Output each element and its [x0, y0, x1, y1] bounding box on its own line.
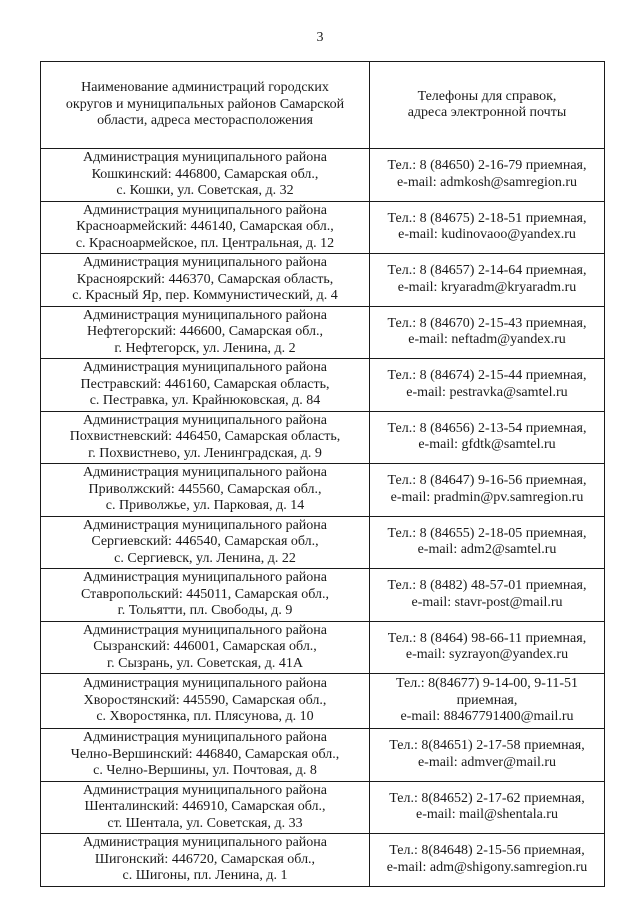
contact-info: [370, 729, 605, 782]
header-line: адреса электронной почты: [407, 105, 567, 120]
address-line: Администрация муниципального района: [82, 676, 328, 692]
contact-line: Тел.: 8 (84650) 2-16-79 приемная,: [387, 158, 587, 174]
contact-line: Тел.: 8 (84655) 2-18-05 приемная,: [387, 525, 587, 541]
table-row: [41, 516, 605, 569]
header-name-address: [41, 62, 370, 149]
contact-line: Тел.: 8 (84670) 2-15-43 приемная,: [387, 315, 587, 331]
address-line: с. Пестравка, ул. Крайнюковская, д. 84: [89, 393, 321, 408]
contact-info: [370, 149, 605, 202]
table-row: [41, 359, 605, 412]
contact-info: [370, 781, 605, 834]
contact-info: [370, 254, 605, 307]
contact-info: [370, 834, 605, 887]
header-line: округов и муниципальных районов Самарской: [65, 96, 345, 112]
address-line: Администрация муниципального района: [82, 150, 328, 165]
contact-line: e-mail: gfdtk@samtel.ru: [418, 437, 556, 453]
administration-name-address: [41, 674, 370, 729]
contact-line: Тел.: 8(84652) 2-17-62 приемная,: [389, 790, 585, 806]
administration-name-address: [41, 781, 370, 834]
header-line: Телефоны для справок,: [417, 88, 557, 104]
contact-info: [370, 306, 605, 359]
address-line: Сызранский: 446001, Самарская обл.,: [93, 639, 317, 654]
header-line: Наименование администраций городских: [81, 80, 329, 96]
address-line: с. Сергиевск, ул. Ленина, д. 22: [114, 550, 296, 566]
page-number: 3: [316, 30, 324, 45]
header-line: области, адреса месторасположения: [97, 113, 313, 129]
administrations-table: [40, 61, 605, 887]
administration-name-address: [41, 201, 370, 254]
address-line: Администрация муниципального района: [82, 465, 328, 480]
contact-info: [370, 621, 605, 674]
address-line: с. Хворостянка, пл. Плясунова, д. 10: [96, 709, 314, 725]
table-row: [41, 201, 605, 254]
table-row: [41, 621, 605, 674]
contact-line: e-mail: kryaradm@kryaradm.ru: [397, 279, 577, 295]
contact-line: e-mail: neftadm@yandex.ru: [408, 332, 566, 348]
address-line: с. Красноармейское, пл. Центральная, д. 12: [75, 235, 335, 251]
address-line: Администрация муниципального района: [82, 517, 328, 533]
address-line: Шигонский: 446720, Самарская обл.,: [94, 851, 316, 867]
contact-line: Тел.: 8(84648) 2-15-56 приемная,: [389, 843, 585, 859]
contact-line: e-mail: mail@shentala.ru: [416, 807, 558, 823]
contact-info: [370, 359, 605, 412]
address-line: г. Сызрань, ул. Советская, д. 41А: [107, 655, 303, 671]
table-row: [41, 834, 605, 887]
contact-line: e-mail: kudinovaoo@yandex.ru: [398, 227, 576, 243]
address-line: Администрация муниципального района: [82, 202, 328, 218]
address-line: Кошкинский: 446800, Самарская обл.,: [91, 166, 319, 182]
contact-line: Тел.: 8(84651) 2-17-58 приемная,: [389, 738, 585, 754]
contact-info: [370, 464, 605, 517]
contact-line: Тел.: 8 (84675) 2-18-51 приемная,: [387, 210, 587, 226]
address-line: Приволжский: 445560, Самарская обл.,: [88, 481, 322, 497]
address-line: Администрация муниципального района: [82, 730, 328, 745]
table-row: [41, 674, 605, 729]
table-row: [41, 254, 605, 307]
address-line: г. Тольятти, пл. Свободы, д. 9: [117, 603, 293, 618]
contact-line: Тел.: 8 (84657) 2-14-64 приемная,: [387, 263, 587, 279]
contact-line: приемная,: [456, 692, 518, 708]
address-line: Нефтегорский: 446600, Самарская обл.,: [87, 324, 323, 339]
contact-line: e-mail: admver@mail.ru: [417, 754, 557, 770]
contact-info: [370, 569, 605, 622]
contact-line: e-mail: pestravka@samtel.ru: [406, 384, 568, 400]
table-row: [41, 781, 605, 834]
administration-name-address: [41, 729, 370, 782]
administration-name-address: [41, 516, 370, 569]
address-line: с. Кошки, ул. Советская, д. 32: [116, 183, 294, 198]
address-line: с. Шигоны, пл. Ленина, д. 1: [122, 868, 288, 883]
contact-line: e-mail: adm@shigony.samregion.ru: [386, 859, 588, 875]
administration-name-address: [41, 621, 370, 674]
address-line: г. Похвистнево, ул. Ленинградская, д. 9: [88, 445, 322, 461]
contact-info: [370, 411, 605, 464]
administration-name-address: [41, 306, 370, 359]
address-line: Шенталинский: 446910, Самарская обл.,: [84, 799, 326, 814]
contact-line: e-mail: stavr-post@mail.ru: [411, 594, 563, 610]
table-row: [41, 729, 605, 782]
administration-name-address: [41, 411, 370, 464]
administration-name-address: [41, 834, 370, 887]
address-line: Администрация муниципального района: [82, 782, 328, 798]
administration-name-address: [41, 254, 370, 307]
address-line: Красноармейский: 446140, Самарская обл.,: [76, 219, 334, 234]
table-header-row: [41, 62, 605, 149]
address-line: с. Приволжье, ул. Парковая, д. 14: [105, 498, 305, 513]
contact-line: Тел.: 8 (84647) 9-16-56 приемная,: [387, 473, 587, 489]
contact-line: e-mail: syzrayon@yandex.ru: [405, 647, 569, 663]
address-line: Администрация муниципального района: [82, 570, 328, 585]
table-row: [41, 464, 605, 517]
contact-line: Тел.: 8 (84674) 2-15-44 приемная,: [387, 368, 587, 384]
address-line: г. Нефтегорск, ул. Ленина, д. 2: [114, 340, 296, 356]
address-line: Администрация муниципального района: [82, 255, 328, 270]
address-line: с. Челно-Вершины, ул. Почтовая, д. 8: [93, 763, 317, 778]
administration-name-address: [41, 569, 370, 622]
address-line: Администрация муниципального района: [82, 622, 328, 638]
header-phones-emails: [370, 62, 605, 149]
administration-name-address: [41, 149, 370, 202]
contact-line: e-mail: pradmin@pv.samregion.ru: [390, 489, 584, 505]
table-body: [41, 62, 605, 887]
address-line: Ставропольский: 445011, Самарская обл.,: [80, 586, 330, 602]
address-line: Администрация муниципального района: [82, 412, 328, 428]
contact-line: Тел.: 8 (84656) 2-13-54 приемная,: [387, 420, 587, 436]
address-line: Красноярский: 446370, Самарская область,: [76, 271, 334, 287]
table-row: [41, 569, 605, 622]
table-row: [41, 411, 605, 464]
contact-line: e-mail: admkosh@samregion.ru: [396, 174, 578, 190]
table-row: [41, 306, 605, 359]
contact-line: e-mail: 88467791400@mail.ru: [400, 709, 574, 725]
address-line: Администрация муниципального района: [82, 360, 328, 375]
address-line: Администрация муниципального района: [82, 835, 328, 850]
administration-name-address: [41, 464, 370, 517]
contact-info: [370, 516, 605, 569]
address-line: Хворостянский: 445590, Самарская обл.,: [83, 692, 327, 708]
contact-line: e-mail: adm2@samtel.ru: [417, 542, 557, 558]
address-line: Сергиевский: 446540, Самарская обл.,: [91, 534, 319, 549]
address-line: Пестравский: 446160, Самарская область,: [80, 376, 330, 392]
contact-info: [370, 201, 605, 254]
contact-line: Тел.: 8 (8464) 98-66-11 приемная,: [387, 630, 587, 646]
contact-line: Тел.: 8(84677) 9-14-00, 9-11-51: [395, 676, 579, 692]
administration-name-address: [41, 359, 370, 412]
address-line: Челно-Вершинский: 446840, Самарская обл.,: [70, 746, 340, 762]
address-line: Похвистневский: 446450, Самарская область,: [69, 429, 341, 444]
table-row: [41, 149, 605, 202]
address-line: ст. Шентала, ул. Советская, д. 33: [107, 815, 303, 831]
contact-line: Тел.: 8 (8482) 48-57-01 приемная,: [387, 578, 587, 594]
contact-info: [370, 674, 605, 729]
address-line: Администрация муниципального района: [82, 307, 328, 323]
address-line: с. Красный Яр, пер. Коммунистический, д. 4: [72, 288, 338, 303]
